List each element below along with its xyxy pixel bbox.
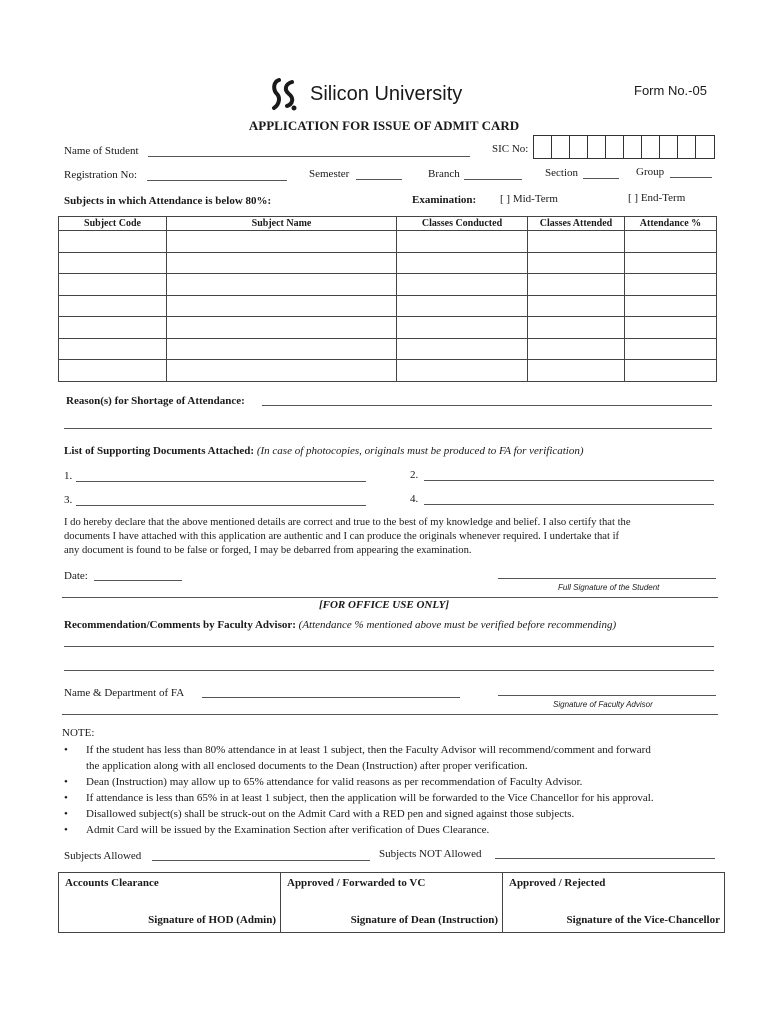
group-label: Group xyxy=(636,166,665,178)
note-item: • If attendance is less than 65% in at least 1 subject, then the application will be forwarded to the Vice Chancellor for his approval. xyxy=(62,790,722,806)
note-item: • Admit Card will be issued by the Examination Section after verification of Dues Clearance. xyxy=(62,822,722,838)
document-item-2-label: 2. xyxy=(410,469,419,481)
branch-label: Branch xyxy=(428,168,460,180)
section-label: Section xyxy=(545,167,578,179)
reason-field[interactable] xyxy=(262,405,712,406)
table-row[interactable] xyxy=(59,338,717,360)
mid-term-checkbox[interactable]: [ ] Mid-Term xyxy=(500,193,558,205)
section-field[interactable] xyxy=(583,178,619,179)
sic-no-label: SIC No: xyxy=(492,143,529,155)
note-item: • Disallowed subject(s) shall be struck-out on the Admit Card with a RED pen and signed against those subjects. xyxy=(62,806,722,822)
branch-field[interactable] xyxy=(464,179,522,180)
col-classes-attended: Classes Attended xyxy=(528,217,625,231)
subjects-not-allowed-label: Subjects NOT Allowed xyxy=(379,848,482,860)
table-row[interactable] xyxy=(59,317,717,339)
divider xyxy=(62,714,718,715)
note-item xyxy=(62,742,722,774)
accounts-clearance-cell[interactable] xyxy=(59,873,281,933)
table-row[interactable] xyxy=(59,295,717,317)
documents-heading xyxy=(64,445,584,457)
table-row[interactable] xyxy=(59,360,717,382)
name-of-student-field[interactable] xyxy=(148,156,470,157)
date-field[interactable] xyxy=(94,580,182,581)
declaration-line-2: documents I have attached with this application are authentic and I can produce the originals whenever required. I undertake that if xyxy=(64,531,620,542)
subjects-not-allowed-field[interactable] xyxy=(495,858,715,859)
approved-rejected-label: Approved / Rejected xyxy=(509,877,606,889)
university-name: Silicon University xyxy=(310,83,463,105)
document-item-4-label: 4. xyxy=(410,493,419,505)
recommendation-field-line-2[interactable] xyxy=(64,670,714,671)
examination-label: Examination: xyxy=(412,194,477,206)
name-of-student-label: Name of Student xyxy=(64,145,139,157)
fa-signature-field[interactable] xyxy=(498,695,716,696)
fa-name-label: Name & Department of FA xyxy=(64,687,185,699)
vc-approval-cell[interactable] xyxy=(503,873,725,933)
note-item-1-line-2: the application along with all enclosed documents to the Dean (Instruction) after proper verification. xyxy=(86,760,528,772)
document-item-4-field[interactable] xyxy=(424,504,714,505)
subjects-allowed-field[interactable] xyxy=(152,860,370,861)
note-item-1-line-1: If the student has less than 80% attendance in at least 1 subject, then the Faculty Advisor will recommend/comment and forward xyxy=(86,744,651,756)
document-item-1-field[interactable] xyxy=(76,481,366,482)
col-attendance-percent: Attendance % xyxy=(625,217,717,231)
col-classes-conducted: Classes Conducted xyxy=(397,217,528,231)
approval-table xyxy=(58,872,725,933)
col-subject-name: Subject Name xyxy=(167,217,397,231)
fa-name-field[interactable] xyxy=(202,697,460,698)
recommendation-heading xyxy=(64,619,616,631)
sic-no-boxes[interactable] xyxy=(533,135,715,159)
student-signature-caption: Full Signature of the Student xyxy=(558,583,660,592)
subjects-allowed-label: Subjects Allowed xyxy=(64,850,142,862)
student-signature-field[interactable] xyxy=(498,578,716,579)
note-heading: NOTE: xyxy=(62,727,95,739)
documents-note: (In case of photocopies, originals must be produced to FA for verification) xyxy=(256,445,584,457)
semester-field[interactable] xyxy=(356,179,402,180)
table-row[interactable] xyxy=(59,274,717,296)
reason-field-line-2[interactable] xyxy=(64,428,712,429)
notes-list xyxy=(62,742,722,838)
dean-approval-cell[interactable] xyxy=(281,873,503,933)
document-item-3-label: 3. xyxy=(64,494,73,506)
table-row[interactable] xyxy=(59,252,717,274)
group-field[interactable] xyxy=(670,177,712,178)
col-subject-code: Subject Code xyxy=(59,217,167,231)
attendance-heading: Subjects in which Attendance is below 80%: xyxy=(64,195,272,207)
hod-signature-label: Signature of HOD (Admin) xyxy=(148,914,276,926)
form-title: APPLICATION FOR ISSUE OF ADMIT CARD xyxy=(248,118,520,133)
recommendation-note: (Attendance % mentioned above must be verified before recommending) xyxy=(298,619,617,631)
declaration-line-1: I do hereby declare that the above mentioned details are correct and true to the best of my knowledge and belief. I also certify that the xyxy=(64,517,631,528)
date-label: Date: xyxy=(64,570,88,582)
documents-label: List of Supporting Documents Attached: xyxy=(64,445,255,457)
fa-signature-caption: Signature of Faculty Advisor xyxy=(553,700,653,709)
note-item: • Dean (Instruction) may allow up to 65% attendance for valid reasons as per recommendation of Faculty Advisor. xyxy=(62,774,722,790)
registration-no-field[interactable] xyxy=(147,180,287,181)
vc-signature-label: Signature of the Vice-Chancellor xyxy=(566,914,720,926)
registration-no-label: Registration No: xyxy=(64,169,138,181)
recommendation-label: Recommendation/Comments by Faculty Advisor: xyxy=(64,619,296,631)
declaration-text xyxy=(64,516,724,558)
form-number: Form No.-05 xyxy=(634,83,707,98)
end-term-checkbox[interactable]: [ ] End-Term xyxy=(628,192,686,204)
document-item-3-field[interactable] xyxy=(76,505,366,506)
divider xyxy=(62,597,718,598)
document-item-1-label: 1. xyxy=(64,470,73,482)
semester-label: Semester xyxy=(309,168,350,180)
declaration-line-3: any document is found to be false or forged, I may be debarred from appearing the examination. xyxy=(64,545,472,556)
reason-label: Reason(s) for Shortage of Attendance: xyxy=(66,395,245,407)
accounts-clearance-label: Accounts Clearance xyxy=(65,877,159,889)
dean-signature-label: Signature of Dean (Instruction) xyxy=(350,914,498,926)
table-row[interactable] xyxy=(59,231,717,253)
office-use-heading: [FOR OFFICE USE ONLY] xyxy=(318,599,450,611)
attendance-table xyxy=(58,216,717,382)
university-logo-icon xyxy=(270,78,300,112)
recommendation-field-line-1[interactable] xyxy=(64,646,714,647)
forwarded-to-vc-label: Approved / Forwarded to VC xyxy=(287,877,426,889)
document-item-2-field[interactable] xyxy=(424,480,714,481)
